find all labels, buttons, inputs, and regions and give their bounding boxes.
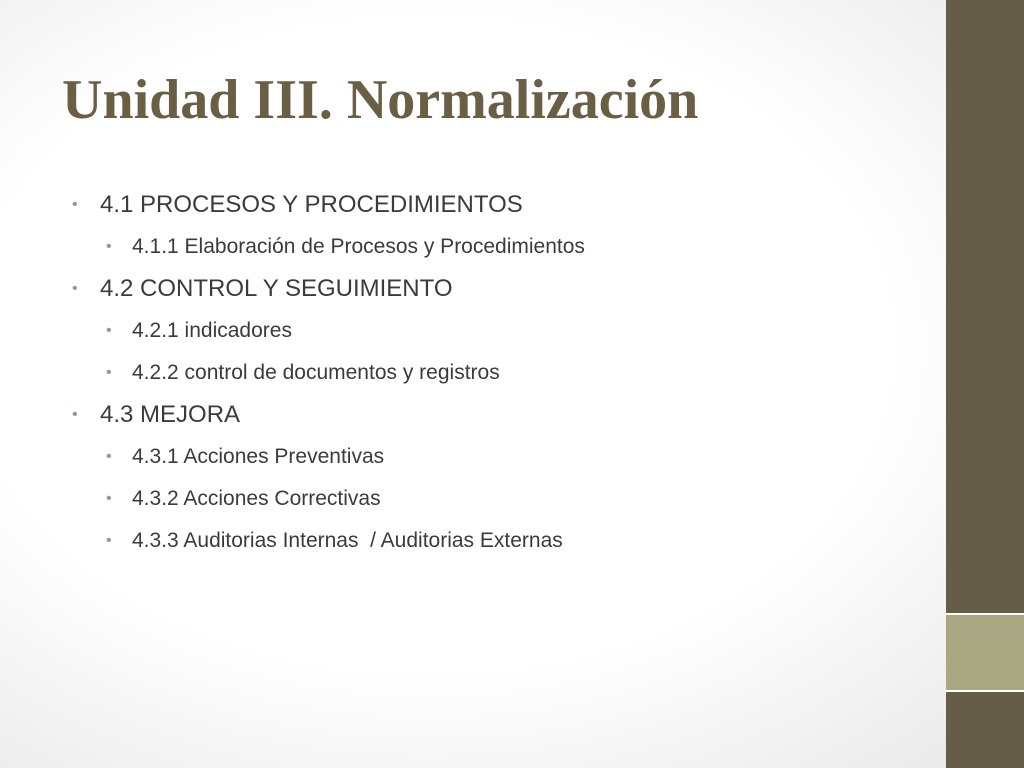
bullet-icon: • bbox=[106, 532, 112, 549]
bullet-icon: • bbox=[106, 322, 112, 339]
outline-item-label: 4.2 CONTROL Y SEGUIMIENTO bbox=[100, 275, 453, 302]
outline-item-label: 4.3 MEJORA bbox=[100, 401, 241, 428]
outline-item-label: 4.1 PROCESOS Y PROCEDIMIENTOS bbox=[100, 191, 523, 218]
outline-item-label: 4.2.2 control de documentos y registros bbox=[132, 361, 500, 384]
outline-subitem-4-3-3 bbox=[72, 520, 585, 562]
bullet-icon: • bbox=[72, 280, 78, 297]
bullet-icon: • bbox=[72, 196, 78, 213]
sidebar-divider bbox=[946, 690, 1024, 692]
outline-item-label: 4.3.1 Acciones Preventivas bbox=[132, 445, 385, 468]
outline-item-label: 4.1.1 Elaboración de Procesos y Procedimientos bbox=[132, 235, 585, 258]
outline-subitem-4-1-1 bbox=[72, 226, 585, 268]
outline-item-label: 4.3.3 Auditorias Internas / Auditorias Externas bbox=[132, 529, 563, 552]
slide-title: Unidad III. Normalización bbox=[62, 69, 699, 131]
outline-item-4-1 bbox=[72, 184, 585, 226]
sidebar-light-band bbox=[946, 614, 1024, 690]
decorative-sidebar bbox=[946, 0, 1024, 768]
bullet-icon: • bbox=[106, 364, 112, 381]
bullet-icon: • bbox=[106, 490, 112, 507]
outline-subitem-4-3-1 bbox=[72, 436, 585, 478]
outline-item-4-2 bbox=[72, 268, 585, 310]
outline-subitem-4-2-1 bbox=[72, 310, 585, 352]
outline-subitem-4-3-2 bbox=[72, 478, 585, 520]
sidebar-dark-band-bottom bbox=[946, 690, 1024, 768]
bullet-icon: • bbox=[106, 448, 112, 465]
outline-item-label: 4.3.2 Acciones Correctivas bbox=[132, 487, 381, 510]
outline-item-4-3 bbox=[72, 394, 585, 436]
bullet-icon: • bbox=[72, 406, 78, 423]
outline-subitem-4-2-2 bbox=[72, 352, 585, 394]
bullet-icon: • bbox=[106, 238, 112, 255]
sidebar-dark-band bbox=[946, 0, 1024, 614]
sidebar-divider bbox=[946, 613, 1024, 615]
outline-item-label: 4.2.1 indicadores bbox=[132, 319, 292, 342]
outline-list bbox=[72, 184, 585, 562]
